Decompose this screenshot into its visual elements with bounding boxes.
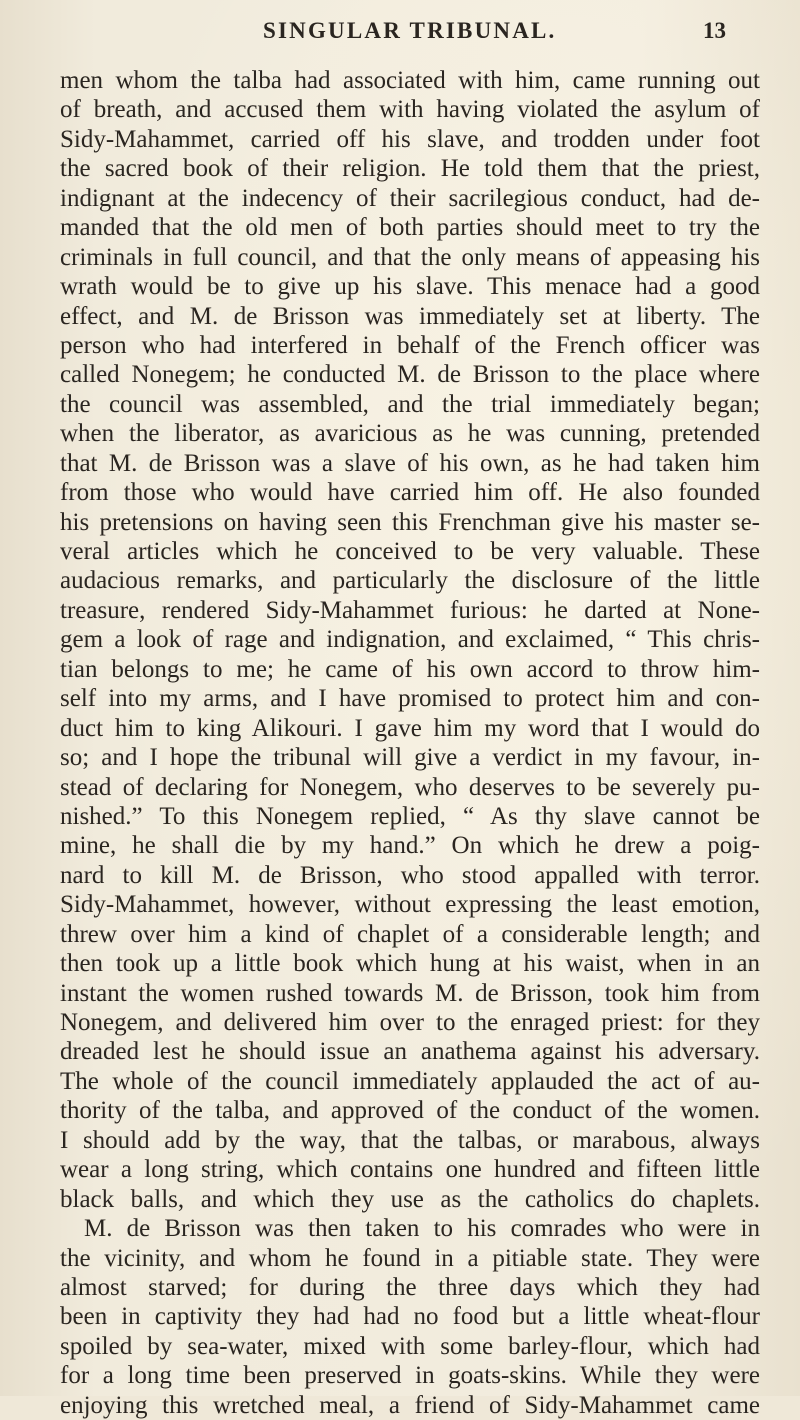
text-line: nard to kill M. de Brisson, who stood appalled with terror.	[60, 861, 760, 889]
text-line: person who had interfered in behalf of the French officer was	[60, 331, 760, 359]
text-line: when the liberator, as avaricious as he was cunning, pretended	[60, 420, 760, 448]
running-head	[0, 10, 800, 50]
text-line: from those who would have carried him off. He also founded	[60, 479, 760, 507]
text-line: manded that the old men of both parties should meet to try the	[60, 214, 760, 242]
text-line: Sidy-Mahammet, however, without expressing the least emotion,	[60, 891, 760, 919]
text-line: called Nonegem; he conducted M. de Brisson to the place where	[60, 361, 760, 389]
page-number: 13	[703, 18, 726, 43]
text-line: gem a look of rage and indignation, and exclaimed, “ This chris-	[60, 626, 760, 654]
text-line: indignant at the indecency of their sacrilegious conduct, had de-	[60, 184, 760, 212]
text-line: the sacred book of their religion. He told them that the priest,	[60, 155, 760, 183]
text-line: duct him to king Alikouri. I gave him my word that I would do	[60, 714, 760, 742]
text-line: spoiled by sea-water, mixed with some barley-flour, which had	[60, 1332, 760, 1360]
text-line: men whom the talba had associated with him, came running out	[60, 67, 760, 94]
text-line: Nonegem, and delivered him over to the enraged priest: for they	[60, 1009, 760, 1036]
text-line: Sidy-Mahammet, carried off his slave, and trodden under foot	[60, 125, 760, 153]
text-line: audacious remarks, and particularly the disclosure of the little	[60, 567, 760, 595]
text-line: nished.” To this Nonegem replied, “ As thy slave cannot be	[60, 802, 760, 830]
text-line: treasure, rendered Sidy-Mahammet furious: he darted at None-	[60, 596, 760, 624]
text-line: veral articles which he conceived to be very valuable. These	[60, 538, 760, 565]
text-line: black balls, and which they use as the catholics do chaplets.	[60, 1185, 760, 1213]
text-line: self into my arms, and I have promised to protect him and con-	[60, 685, 760, 713]
text-line: that M. de Brisson was a slave of his own, as he had taken him	[60, 449, 760, 477]
text-line: instant the women rushed towards M. de Brisson, took him from	[60, 979, 760, 1007]
text-line: of breath, and accused them with having violated the asylum of	[60, 96, 760, 124]
text-line: mine, he shall die by my hand.” On which he drew a poig-	[60, 832, 760, 860]
text-line: been in captivity they had had no food but a little wheat-flour	[60, 1303, 760, 1331]
text-line: the council was assembled, and the trial immediately began;	[60, 390, 760, 418]
text-line: so; and I hope the tribunal will give a verdict in my favour, in-	[60, 744, 760, 772]
text-line: the vicinity, and whom he found in a pitiable state. They were	[60, 1244, 760, 1272]
text-line: tian belongs to me; he came of his own accord to throw him-	[60, 655, 760, 683]
text-line: his pretensions on having seen this Frenchman give his master se-	[60, 508, 760, 536]
text-line: effect, and M. de Brisson was immediately set at liberty. The	[60, 302, 760, 330]
text-line: dreaded lest he should issue an anathema against his adversary.	[60, 1038, 760, 1066]
body-text	[60, 66, 760, 1420]
text-line: stead of declaring for Nonegem, who deserves to be severely pu-	[60, 773, 760, 801]
text-line: threw over him a kind of chaplet of a considerable length; and	[60, 920, 760, 948]
text-line: almost starved; for during the three days which they had	[60, 1273, 760, 1301]
text-line: wrath would be to give up his slave. This menace had a good	[60, 273, 760, 301]
text-line: I should add by the way, that the talbas, or marabous, always	[60, 1126, 760, 1154]
text-line: then took up a little book which hung at his waist, when in an	[60, 950, 760, 978]
running-title: SINGULAR TRIBUNAL.	[263, 18, 557, 43]
text-line: The whole of the council immediately applauded the act of au-	[60, 1067, 760, 1095]
text-line: thority of the talba, and approved of the conduct of the women.	[60, 1097, 760, 1125]
text-line: for a long time been preserved in goats-skins. While they were	[60, 1362, 760, 1390]
paragraph-start-line: M. de Brisson was then taken to his comrades who were in	[84, 1215, 760, 1243]
text-line: wear a long string, which contains one hundred and fifteen little	[60, 1156, 760, 1184]
text-line: criminals in full council, and that the only means of appeasing his	[60, 243, 760, 271]
text-line: enjoying this wretched meal, a friend of Sidy-Mahammet came	[60, 1391, 760, 1419]
